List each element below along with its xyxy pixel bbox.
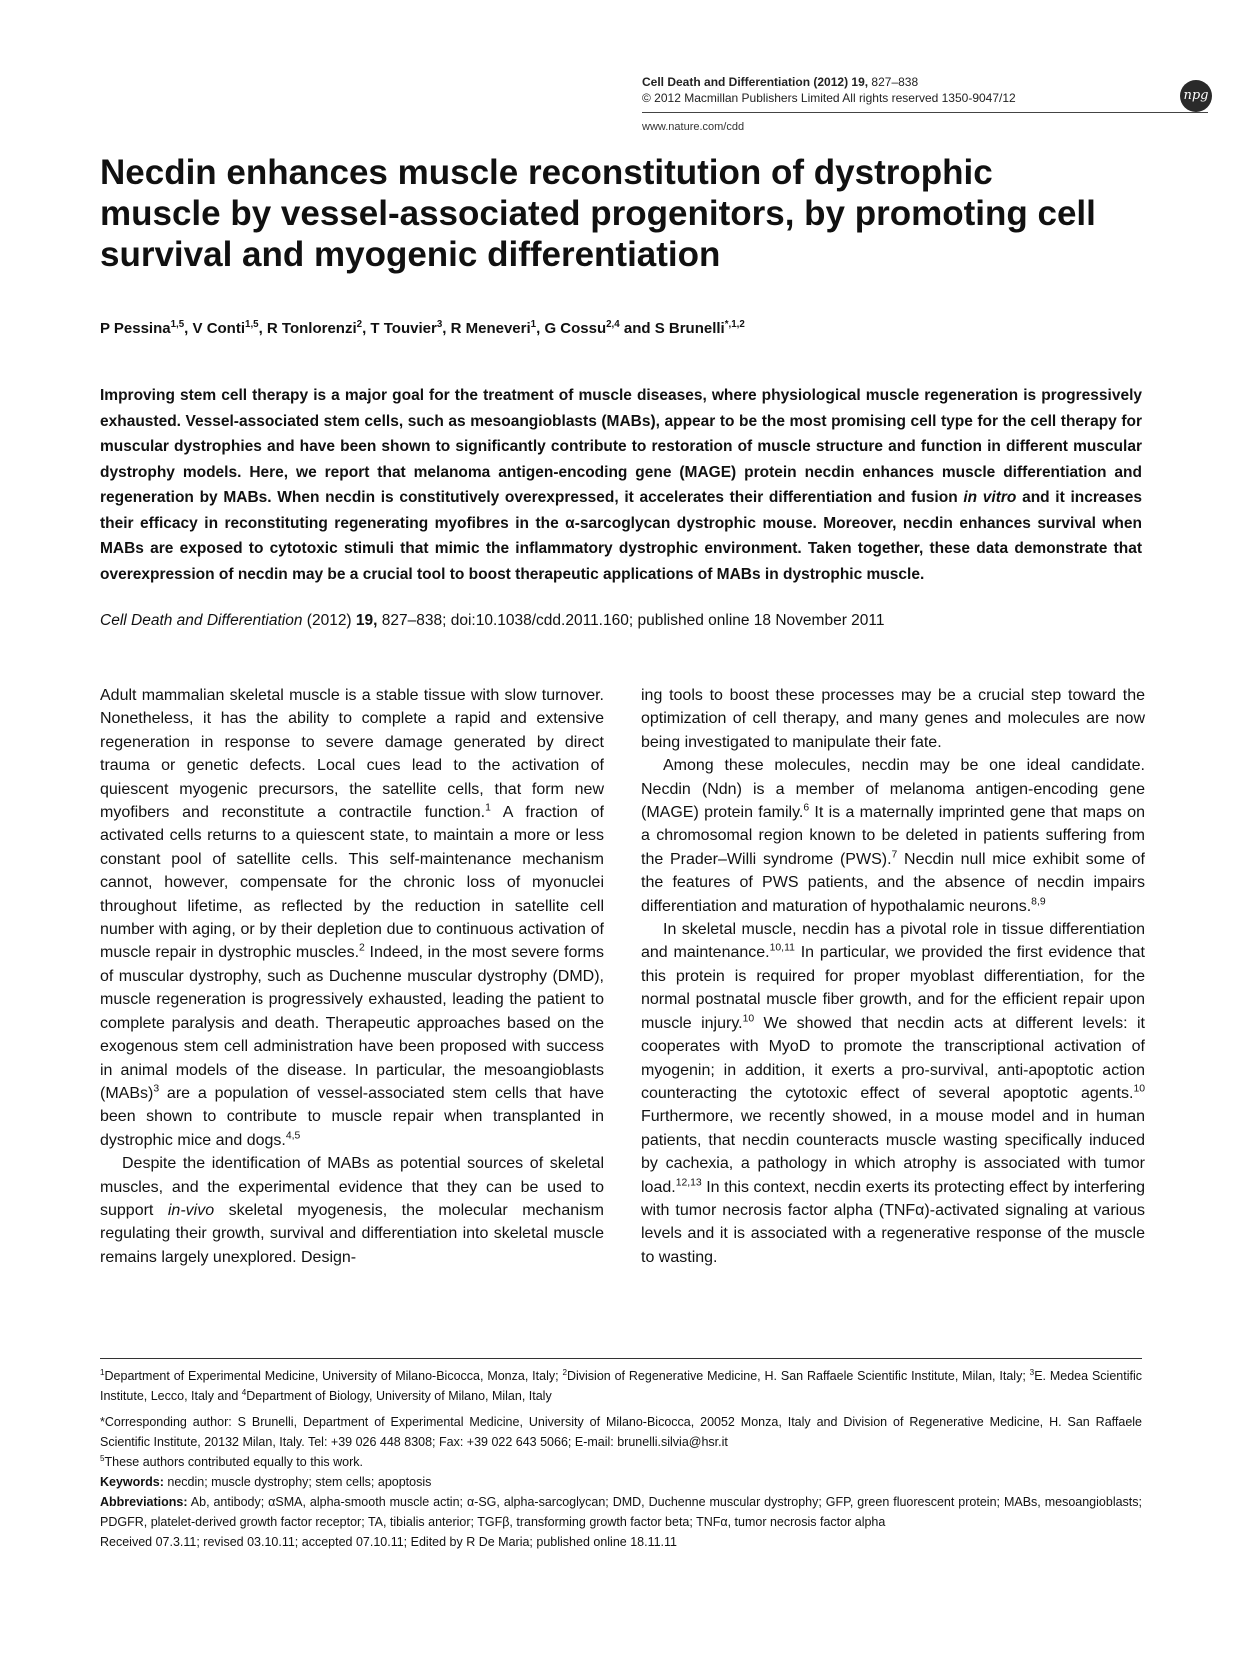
received-dates: Received 07.3.11; revised 03.10.11; accepted 07.10.11; Edited by R De Maria; published online 18.11.11 <box>100 1535 678 1549</box>
reference-link[interactable]: 7 <box>891 849 898 861</box>
keywords-label: Keywords: <box>100 1475 164 1489</box>
citation-doi: 827–838; doi:10.1038/cdd.2011.160; published online 18 November 2011 <box>377 612 885 629</box>
abstract <box>100 383 1142 587</box>
reference-link[interactable]: 2 <box>359 943 365 955</box>
author-affiliation: 1 <box>530 319 537 330</box>
corresponding-author: *Corresponding author: S Brunelli, Department of Experimental Medicine, University of Milano-Bicocca, 20052 Monza, Italy and Division of Regenerative Medicine, H. San Raffaele Scientific Institute, 20132 Milan, Italy. Tel: +39 026 448 8308; Fax: +39 022 643 5066; E-mail: brunelli.silvia@hsr.it <box>100 1415 1142 1449</box>
journal-header <box>642 74 1208 135</box>
journal-name: Cell Death and Differentiation <box>642 75 811 89</box>
reference-link[interactable]: 8,9 <box>1031 896 1046 908</box>
body-text: Adult mammalian skeletal muscle is a stable tissue with slow turnover. Nonetheless, it has the ability to complete a rapid and extensive regeneration in response to severe damage generated by direct trauma or genetic defects. Local cues lead to the activation of quiescent myogenic precursors, the satellite cells, that form new myofibers and reconstitute a contractile function. <box>100 687 604 822</box>
body-text: Necdin null mice exhibit some of the features of PWS patients, and the absence of necdin impairs differentiation and maturation of hypothalamic neurons. <box>641 850 1145 915</box>
author-affiliation: 1,5 <box>245 319 259 330</box>
body-column-right <box>641 684 1145 1269</box>
body-paragraph <box>100 1152 604 1269</box>
body-text: skeletal myogenesis, the molecular mechanism regulating their growth, survival and differentiation into skeletal muscle remains largely unexplored. Design- <box>100 1201 605 1266</box>
author-list: P Pessina$^{1,5}$, V Conti$^{1,5}$, R Tonlorenzi$^2$, T Touvier$^3$, R Meneveri$^1$, G Cossu$^{2,4}$ and S Brunelli$^{*,1,2}$ <box>100 319 745 337</box>
body-paragraph: ing tools to boost these processes may be a crucial step toward the optimization of cell therapy, and many genes and molecules are now being investigated to manipulate their fate. <box>641 687 1145 751</box>
reference-link[interactable]: 12,13 <box>675 1177 702 1189</box>
header-rule <box>642 111 1208 113</box>
body-paragraph <box>641 918 1145 1269</box>
reference-link[interactable]: 6 <box>803 802 810 814</box>
author: R Meneveri <box>450 320 531 337</box>
author-affiliation: 2,4 <box>606 319 620 330</box>
affiliation-number: 1 <box>100 1367 105 1377</box>
footnote-rule <box>100 1358 1142 1359</box>
affiliation-number: 5 <box>100 1453 105 1463</box>
author: S Brunelli <box>654 320 725 337</box>
body-text: are a population of vessel-associated stem cells that have been shown to contribute to muscle repair when transplanted in dystrophic mice and dogs. <box>100 1084 604 1149</box>
abstract-text: Improving stem cell therapy is a major goal for the treatment of muscle diseases, where physiological muscle regeneration is progressively exhausted. Vessel-associated stem cells, such as mesoangioblasts (MABs), appear to be the most promising cell type for the cell therapy for muscular dystrophies and have been shown to significantly contribute to restoration of muscle structure and function in different muscular dystrophy models. Here, we report that melanoma antigen-encoding gene (MAGE) protein necdin enhances muscle differentiation and regeneration by MABs. When necdin is constitutively overexpressed, it accelerates their differentiation and fusion <box>100 387 1142 506</box>
author-affiliation: 1,5 <box>170 319 185 330</box>
body-text: Among these molecules, necdin may be one ideal candidate. Necdin (Ndn) is a member of melanoma antigen-encoding gene (MAGE) protein family. <box>641 757 1145 822</box>
body-text: In skeletal muscle, necdin has a pivotal role in tissue differentiation and maintenance. <box>641 921 1145 962</box>
journal-line <box>642 74 1208 90</box>
body-text: Indeed, in the most severe forms of muscular dystrophy, such as Duchenne muscular dystrophy (DMD), muscle regeneration is progressively exhausted, leading the patient to complete paralysis and death. Therapeutic approaches based on the exogenous stem cell administration have been proposed with success in animal models of the disease. In particular, the mesoangioblasts (MABs) <box>100 944 604 1102</box>
reference-link[interactable]: 4,5 <box>285 1130 301 1142</box>
body-paragraph <box>641 754 1145 918</box>
affiliation: Department of Experimental Medicine, University of Milano-Bicocca, Monza, Italy; <box>104 1369 563 1383</box>
citation-journal: Cell Death and Differentiation <box>100 612 303 629</box>
body-text: In particular, we provided the first evidence that this protein is required for proper myoblast differentiation, for the normal postnatal muscle fiber growth, and for the efficient repair upon muscle injury. <box>641 944 1146 1032</box>
abbreviations-label: Abbreviations: <box>100 1495 188 1509</box>
abbreviations-text: Ab, antibody; αSMA, alpha-smooth muscle actin; α-SG, alpha-sarcoglycan; DMD, Duchenne muscular dystrophy; GFP, green fluorescent protein; MABs, mesoangioblasts; PDGFR, platelet-derived growth factor receptor; TA, tibialis anterior; TGFβ, transforming growth factor beta; TNFα, tumor necrosis factor alpha <box>100 1495 1142 1529</box>
affiliations <box>100 1366 1142 1406</box>
body-text: Furthermore, we recently showed, in a mouse model and in human patients, that necdin counteracts muscle wasting specifically induced by cachexia, a pathology in which atrophy is associated with tumor load. <box>641 1108 1145 1196</box>
body-text: A fraction of activated cells returns to a quiescent state, to maintain a more or less constant pool of satellite cells. This self-maintenance mechanism cannot, however, compensate for the chronic loss of myonuclei throughout lifetime, as reflected by the reduction in satellite cell number with aging, or by their depletion due to continuous activation of muscle repair in dystrophic muscles. <box>100 804 604 962</box>
author-affiliation: *,1,2 <box>724 319 745 330</box>
author: V Conti <box>192 320 246 337</box>
footnotes <box>100 1366 1142 1552</box>
equal-contribution <box>100 1452 1142 1472</box>
body-text: In this context, necdin exerts its protecting effect by interfering with tumor necrosis factor alpha (TNFα)-activated signaling at various levels and it is associated with a regenerative response of the muscle to wasting. <box>641 1178 1145 1266</box>
citation-volume: 19, <box>355 612 378 629</box>
body-column-left <box>100 684 604 1269</box>
journal-url[interactable]: www.nature.com/cdd <box>642 121 745 133</box>
body-text: It is a maternally imprinted gene that maps on a chromosomal region known to be deleted in patients suffering from the Prader–Willi syndrome (PWS). <box>641 804 1145 868</box>
npg-logo-icon: npg <box>1180 80 1212 112</box>
body-text: Despite the identification of MABs as potential sources of skeletal muscles, and the experimental evidence that they can be used to support <box>100 1155 604 1219</box>
affiliation: Department of Biology, University of Milano, Milan, Italy <box>246 1389 552 1403</box>
author: P Pessina <box>100 320 171 337</box>
body-italic: in-vivo <box>167 1201 215 1219</box>
journal-year-volume: (2012) 19, <box>813 75 869 89</box>
journal-pages: 827–838 <box>871 75 919 89</box>
author-affiliation: 2 <box>356 319 363 330</box>
affiliation-number: 4 <box>241 1387 247 1397</box>
author: G Cossu <box>544 320 607 337</box>
body-paragraph <box>100 684 604 1152</box>
citation-year: (2012) <box>302 612 356 629</box>
author-affiliation: 3 <box>436 319 443 330</box>
abstract-text: and it increases their efficacy in reconstituting regenerating myofibres in the α-sarcoglycan dystrophic mouse. Moreover, necdin enhances survival when MABs are exposed to cytotoxic stimuli that mimic the inflammatory dystrophic environment. Taken together, these data demonstrate that overexpression of necdin may be a crucial tool to boost therapeutic applications of MABs in dystrophic muscle. <box>100 489 1142 583</box>
copyright-line: © 2012 Macmillan Publishers Limited All rights reserved 1350-9047/12 <box>642 91 1016 105</box>
author: T Touvier <box>370 320 437 337</box>
reference-link[interactable]: 10,11 <box>769 943 795 955</box>
affiliation: E. Medea Scientific Institute, Lecco, Italy and <box>100 1369 1142 1403</box>
author: R Tonlorenzi <box>266 320 357 337</box>
abstract-italic: in vitro <box>963 489 1017 506</box>
keywords-text: necdin; muscle dystrophy; stem cells; apoptosis <box>163 1475 432 1489</box>
article-title: Necdin enhances muscle reconstitution of dystrophic muscle by vessel-associated progenitors, by promoting cell survival and myogenic differentiation <box>100 153 1096 274</box>
keywords <box>100 1472 1142 1492</box>
abbreviations <box>100 1492 1142 1532</box>
body-text: We showed that necdin acts at different levels: it cooperates with MyoD to promote the transcriptional activation of myogenin; in addition, it exerts a pro-survival, anti-apoptotic action counteracting the cytotoxic effect of several apoptotic agents. <box>641 1014 1145 1102</box>
citation-line <box>100 612 1142 630</box>
affiliation: Division of Regenerative Medicine, H. San Raffaele Scientific Institute, Milan, Italy; <box>566 1369 1030 1383</box>
reference-link[interactable]: 3 <box>153 1083 160 1095</box>
reference-link[interactable]: 1 <box>485 802 491 814</box>
equal-contribution-text: These authors contributed equally to this work. <box>104 1455 363 1469</box>
affiliation-number: 2 <box>562 1367 567 1377</box>
reference-link[interactable]: 10 <box>1133 1083 1145 1095</box>
affiliation-number: 3 <box>1029 1367 1035 1377</box>
reference-link[interactable]: 10 <box>742 1013 755 1025</box>
